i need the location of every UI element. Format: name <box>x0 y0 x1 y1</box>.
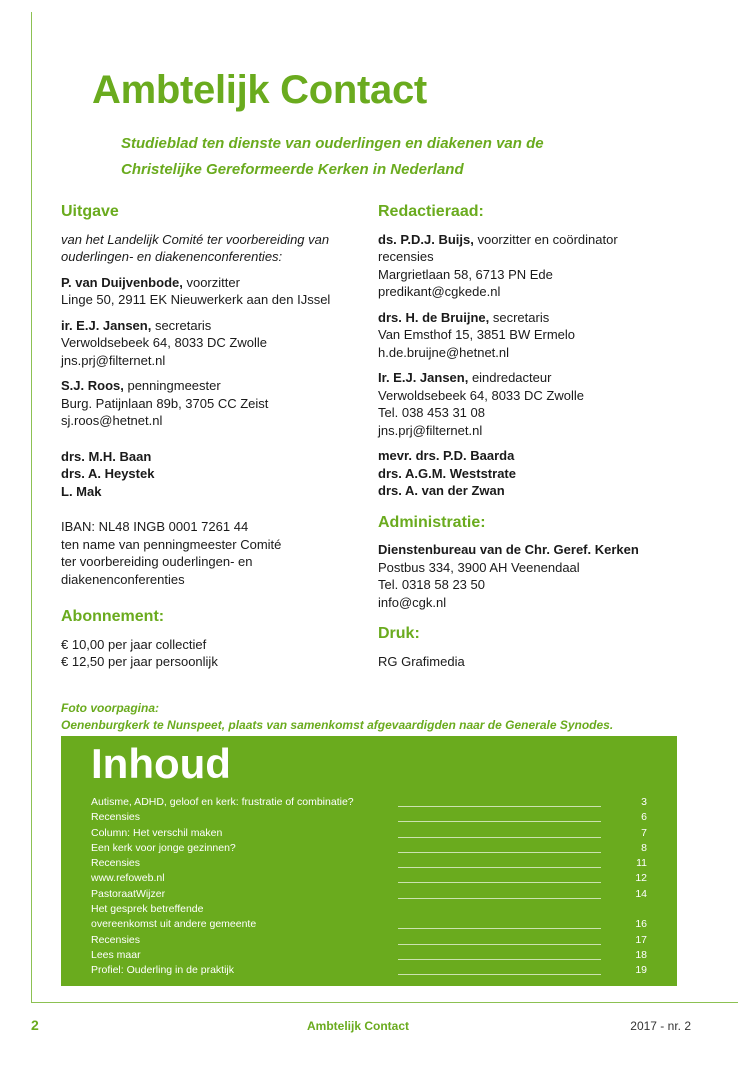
toc-item[interactable] <box>91 842 647 857</box>
administration-name: Dienstenbureau van de Chr. Geref. Kerken <box>378 542 639 557</box>
toc-leader <box>398 837 601 838</box>
toc-leader <box>398 882 601 883</box>
toc-item[interactable] <box>91 857 647 872</box>
left-margin-rule <box>31 12 32 1002</box>
toc-leader <box>398 974 601 975</box>
editor-chair <box>378 231 708 301</box>
abonnement-heading: Abonnement: <box>61 608 165 625</box>
toc-item-title: Autisme, ADHD, geloof en kerk: frustratie of combinatie? <box>91 796 354 808</box>
secretary-address: Verwoldsebeek 64, 8033 DC Zwolle <box>61 335 267 350</box>
committee-member: L. Mak <box>61 483 102 499</box>
bank-details <box>61 518 361 588</box>
final-editor-phone: Tel. 038 453 31 08 <box>378 405 485 420</box>
secretary-role: secretaris <box>151 317 212 333</box>
subscription-prices <box>61 636 361 671</box>
toc-leader <box>398 821 601 822</box>
treasurer-name: S.J. Roos, <box>61 378 124 393</box>
toc-title: Inhoud <box>91 740 231 787</box>
magazine-subtitle <box>121 131 544 183</box>
page-number: 2 <box>31 1017 39 1033</box>
toc-item[interactable] <box>91 811 647 826</box>
redactieraad-column <box>378 203 708 678</box>
committee-chair <box>61 274 361 309</box>
toc-item-page: 6 <box>641 811 647 824</box>
toc-leader <box>398 806 601 807</box>
treasurer-email[interactable]: sj.roos@hetnet.nl <box>61 413 163 428</box>
toc-leader <box>398 867 601 868</box>
toc-item[interactable] <box>91 964 647 979</box>
toc-leader <box>398 852 601 853</box>
administratie-heading: Administratie: <box>378 513 486 531</box>
toc-leader <box>398 928 601 929</box>
magazine-title: Ambtelijk Contact <box>92 68 427 112</box>
toc-item-page: 8 <box>641 841 647 854</box>
uitgave-heading: Uitgave <box>61 203 119 220</box>
editor-secretary-address: Van Emsthof 15, 3851 BW Ermelo <box>378 327 576 342</box>
editorial-member: drs. A.G.M. Weststrate <box>378 465 516 481</box>
uitgave-column <box>61 203 361 679</box>
iban-line-2: ten name van penningmeester Comité <box>61 536 282 552</box>
toc-item[interactable] <box>91 827 647 842</box>
editor-secretary-name: drs. H. de Bruijne, <box>378 309 490 325</box>
toc-item-page: 18 <box>635 948 647 961</box>
redactieraad-heading: Redactieraad: <box>378 203 484 220</box>
toc-item-title: Recensies <box>91 811 141 824</box>
toc-item[interactable] <box>91 888 647 903</box>
toc-item[interactable] <box>91 903 647 918</box>
editor-secretary <box>378 309 708 362</box>
iban-line-4: diakenenconferenties <box>61 571 185 587</box>
toc-item-title: Het gesprek betreffende <box>91 903 204 916</box>
editor-chair-role-2: recensies <box>378 249 434 264</box>
toc-item-page: 17 <box>635 933 647 946</box>
editor-chair-name: ds. P.D.J. Buijs, <box>378 231 474 247</box>
toc-item-page: 14 <box>635 887 647 900</box>
table-of-contents <box>61 736 677 986</box>
toc-item[interactable] <box>91 872 647 887</box>
administration-details <box>378 541 708 611</box>
toc-item-page: 3 <box>641 796 647 808</box>
toc-item[interactable] <box>91 934 647 949</box>
subtitle-line-2: Christelijke Gereformeerde Kerken in Nederland <box>121 161 464 178</box>
photo-caption <box>61 700 613 734</box>
subtitle-line-1: Studieblad ten dienste van ouderlingen en diakenen van de <box>121 135 544 152</box>
photo-caption-text: Oenenburgkerk te Nunspeet, plaats van samenkomst afgevaardigden naar de Generale Synodes. <box>61 718 614 732</box>
toc-item-page: 16 <box>635 918 647 931</box>
editor-chair-role: voorzitter en coördinator <box>473 231 618 247</box>
administration-phone: Tel. 0318 58 23 50 <box>378 577 485 592</box>
chair-role: voorzitter <box>182 274 240 290</box>
toc-item-title: overeenkomst uit andere gemeente <box>91 918 257 931</box>
toc-item-page: 11 <box>636 857 647 870</box>
committee-member: drs. M.H. Baan <box>61 448 152 464</box>
footer-rule <box>31 1002 738 1003</box>
toc-leader <box>398 944 601 945</box>
printer-name: RG Grafimedia <box>378 653 465 669</box>
toc-item-title: Recensies <box>91 857 141 870</box>
toc-item-title: Column: Het verschil maken <box>91 826 223 839</box>
toc-item[interactable] <box>91 949 647 964</box>
toc-item-page: 7 <box>641 826 647 839</box>
secretary-name: ir. E.J. Jansen, <box>61 317 152 333</box>
editorial-member: mevr. drs. P.D. Baarda <box>378 448 515 463</box>
toc-item[interactable] <box>91 918 647 933</box>
uitgave-intro-line-2: ouderlingen- en diakenenconferenties: <box>61 249 283 264</box>
administration-email[interactable]: info@cgk.nl <box>378 594 447 610</box>
subscription-personal: € 12,50 per jaar persoonlijk <box>61 654 218 669</box>
toc-item-title: Een kerk voor jonge gezinnen? <box>91 841 236 854</box>
toc-item[interactable] <box>91 796 647 811</box>
uitgave-intro <box>61 231 361 266</box>
toc-item-page: 12 <box>635 872 647 885</box>
chair-name: P. van Duijvenbode, <box>61 274 183 290</box>
photo-caption-label: Foto voorpagina: <box>61 701 159 715</box>
committee-secretary <box>61 317 361 370</box>
toc-item-title: Lees maar <box>91 948 141 961</box>
footer-issue: 2017 - nr. 2 <box>630 1019 691 1033</box>
final-editor-role: eindredacteur <box>468 370 552 385</box>
iban: IBAN: NL48 INGB 0001 7261 44 <box>61 519 249 534</box>
final-editor-name: Ir. E.J. Jansen, <box>378 370 469 385</box>
committee-member: drs. A. Heystek <box>61 466 155 481</box>
toc-leader <box>398 898 601 899</box>
committee-members <box>61 448 361 501</box>
editor-secretary-role: secretaris <box>489 309 550 325</box>
committee-treasurer <box>61 377 361 430</box>
secretary-email[interactable]: jns.prj@filternet.nl <box>61 352 166 368</box>
toc-item-page: 19 <box>635 964 647 977</box>
final-editor-address: Verwoldsebeek 64, 8033 DC Zwolle <box>378 387 584 403</box>
druk-heading: Druk: <box>378 625 420 642</box>
footer-magazine-name: Ambtelijk Contact <box>307 1019 410 1033</box>
treasurer-address: Burg. Patijnlaan 89b, 3705 CC Zeist <box>61 395 269 411</box>
uitgave-intro-line-1: van het Landelijk Comité ter voorbereiding van <box>61 231 330 247</box>
toc-leader <box>398 959 601 960</box>
editor-secretary-email[interactable]: h.de.bruijne@hetnet.nl <box>378 344 510 360</box>
administration-address: Postbus 334, 3900 AH Veenendaal <box>378 559 580 575</box>
treasurer-role: penningmeester <box>123 378 221 393</box>
final-editor <box>378 369 708 439</box>
toc-item-title: PastoraatWijzer <box>91 887 166 900</box>
editor-chair-email[interactable]: predikant@cgkede.nl <box>378 284 501 299</box>
toc-list <box>91 796 647 980</box>
final-editor-email[interactable]: jns.prj@filternet.nl <box>378 422 483 438</box>
toc-item-title: Recensies <box>91 933 141 946</box>
editorial-member: drs. A. van der Zwan <box>378 483 505 498</box>
subscription-collective: € 10,00 per jaar collectief <box>61 636 207 652</box>
editor-chair-address: Margrietlaan 58, 6713 PN Ede <box>378 266 553 282</box>
chair-address: Linge 50, 2911 EK Nieuwerkerk aan den IJssel <box>61 292 331 307</box>
toc-item-title: www.refoweb.nl <box>91 872 165 885</box>
iban-line-3: ter voorbereiding ouderlingen- en <box>61 554 253 569</box>
editorial-members <box>378 447 708 500</box>
toc-item-title: Profiel: Ouderling in de praktijk <box>91 964 234 977</box>
